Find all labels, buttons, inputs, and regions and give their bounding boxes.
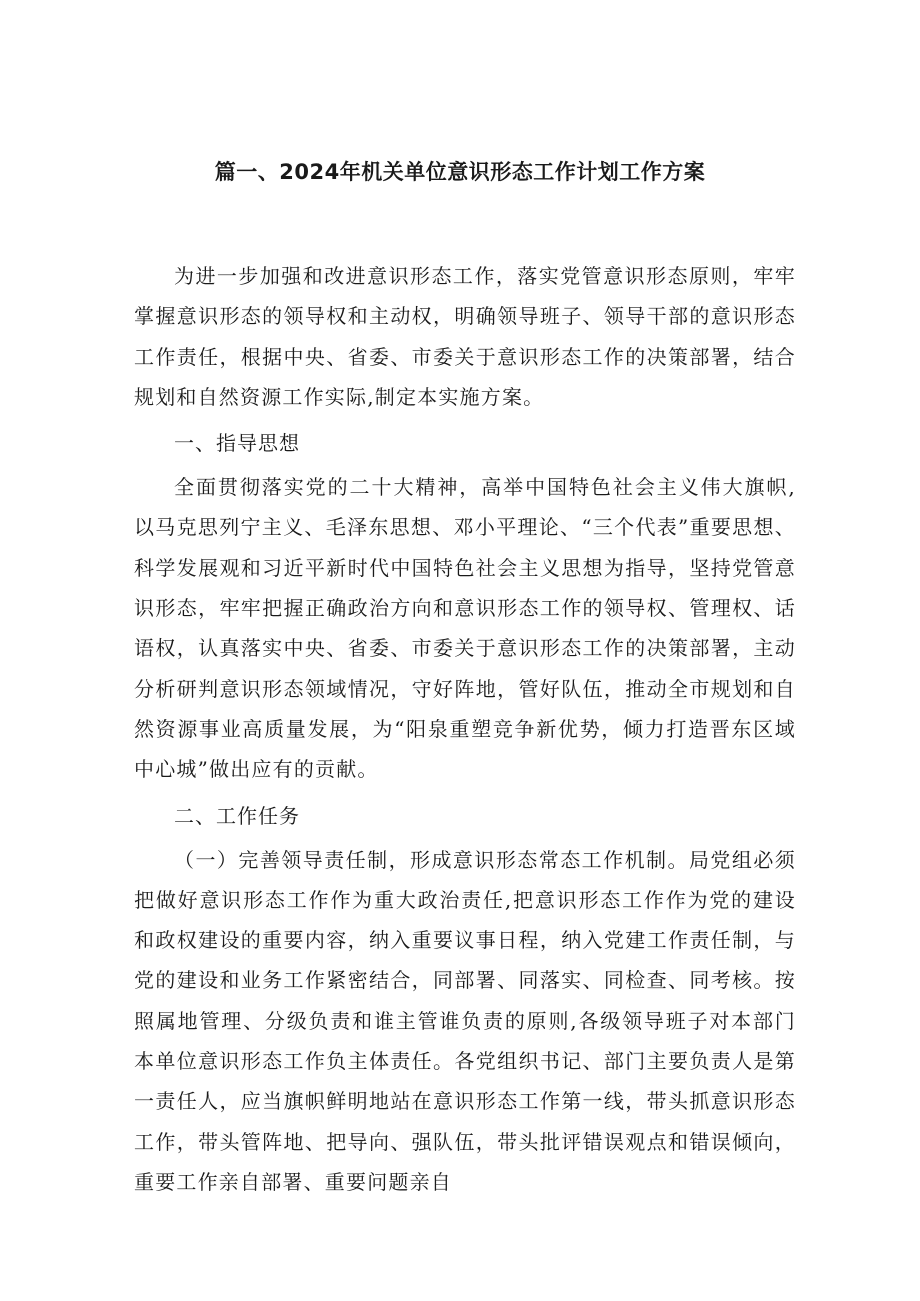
section-heading-guiding-ideology: 一、指导思想 — [174, 431, 300, 456]
document-title: 篇一、2024年机关单位意识形态工作计划工作方案 — [214, 160, 706, 184]
intro-paragraph: 为进一步加强和改进意识形态工作，落实党管意识形态原则，牢牢掌握意识形态的领导权和主动权，明确领导班子、领导干部的意识形态工作责任，根据中央、省委、市委关于意识形态工作的决策部署，结合规划和自然资源工作实际,制定本实施方案。 — [134, 264, 796, 409]
document-body — [134, 256, 796, 1202]
section-heading-work-tasks: 二、工作任务 — [174, 803, 300, 828]
guiding-ideology-paragraph: 全面贯彻落实党的二十大精神，高举中国特色社会主义伟大旗帜,以马克思列宁主义、毛泽东思想、邓小平理论、“三个代表”重要思想、科学发展观和习近平新时代中国特色社会主义思想为指导，坚持党管意识形态，牢牢把握正确政治方向和意识形态工作的领导权、管理权、话语权，认真落实中央、省委、市委关于意识形态工作的决策部署，主动分析研判意识形态领域情况，守好阵地，管好队伍，推动全市规划和自然资源事业高质量发展，为“阳泉重塑竞争新优势，倾力打造晋东区域中心城”做出应有的贡献。 — [134, 475, 796, 782]
work-task-item-1-paragraph: （一）完善领导责任制，形成意识形态常态工作机制。局党组必须把做好意识形态工作作为重大政治责任,把意识形态工作作为党的建设和政权建设的重要内容，纳入重要议事日程，纳入党建工作责任制，与党的建设和业务工作紧密结合，同部署、同落实、同检查、同考核。按照属地管理、分级负责和谁主管谁负责的原则,各级领导班子对本部门本单位意识形态工作负主体责任。各党组织书记、部门主要负责人是第一责任人，应当旗帜鲜明地站在意识形态工作第一线，带头抓意识形态工作，带头管阵地、把导向、强队伍，带头批评错误观点和错误倾向，重要工作亲自部署、重要问题亲自 — [134, 847, 796, 1194]
